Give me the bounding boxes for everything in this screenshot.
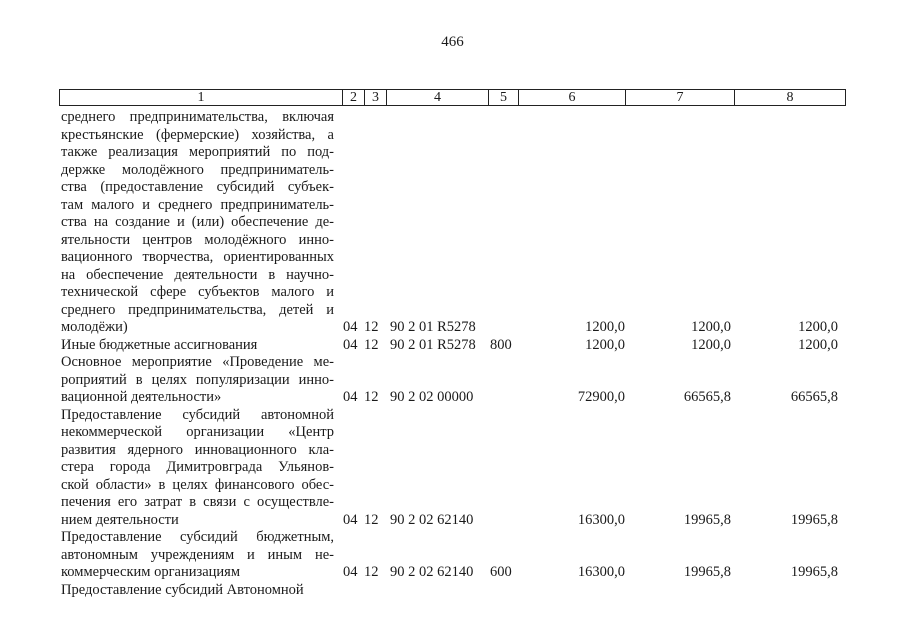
cell-v8: 19965,8 [790,564,838,580]
header-col-4: 4 [387,90,489,105]
cell-v8: 1200,0 [798,319,838,335]
row-description-line: ства (предоставление субсидий субъек- [61,179,334,195]
cell-rz: 04 [343,511,358,528]
header-col-7: 7 [626,90,735,105]
row-description-line: вационной деятельности» [61,389,222,405]
table-row [61,407,334,530]
cell-rz: 04 [343,336,358,353]
cell-pr: 12 [364,511,379,528]
row-description-line: крестьянские (фермерские) хозяйства, а [61,126,334,143]
table-row [61,529,334,582]
row-description-line: стера города Димитровграда Ульянов- [61,459,334,475]
cell-v8: 19965,8 [790,511,838,528]
header-col-1: 1 [60,90,343,105]
cell-csr: 90 2 01 R5278 [390,336,476,353]
cell-v6: 16300,0 [577,564,625,580]
cell-v7: 19965,8 [683,511,731,528]
header-col-5: 5 [489,90,519,105]
row-description-line: среднего предпринимательства, включая [61,109,334,125]
row-description-line: там малого и среднего предприниматель- [61,196,334,213]
row-description-line: нием деятельности [61,511,179,528]
row-description-line: развития ядерного инновационного кла- [61,441,334,458]
table-row [61,109,334,337]
cell-pr: 12 [364,336,379,353]
header-col-3: 3 [365,90,387,105]
cell-v8: 1200,0 [798,336,838,353]
row-description-line: вационного творчества, ориентированных [61,249,334,265]
row-description-line: ства на создание и (или) обеспечение де- [61,214,334,230]
cell-pr: 12 [364,389,379,405]
cell-v6: 72900,0 [577,389,625,405]
cell-rz: 04 [343,564,358,580]
cell-pr: 12 [364,319,379,335]
cell-v6: 1200,0 [585,319,625,335]
row-description-line: Иные бюджетные ассигнования [61,336,258,353]
table-row [61,582,334,600]
cell-v7: 1200,0 [691,336,731,353]
cell-csr: 90 2 02 00000 [390,389,474,405]
row-description-line: молодёжи) [61,319,128,335]
cell-vr: 600 [490,564,512,580]
cell-csr: 90 2 02 62140 [390,564,474,580]
row-description-line: ятельности центров молодёжного инно- [61,231,334,248]
row-description-line: Предоставление субсидий бюджетным, [61,529,334,545]
page-number: 466 [441,34,464,50]
cell-v6: 16300,0 [577,511,625,528]
row-description-line: роприятий в целях популяризации инно- [61,371,334,388]
cell-v7: 19965,8 [683,564,731,580]
cell-rz: 04 [343,389,358,405]
header-col-2: 2 [343,90,365,105]
row-description-line: некоммерческой организации «Центр [61,424,334,440]
row-description-line: держке молодёжного предприниматель- [61,161,334,178]
row-description-line: Предоставление субсидий автономной [61,406,334,423]
row-description-line: печения его затрат в связи с осуществле- [61,494,334,510]
row-description-line: Предоставление субсидий Автономной [61,581,304,598]
cell-csr: 90 2 01 R5278 [390,319,476,335]
table-header [59,89,846,106]
cell-v7: 1200,0 [691,319,731,335]
row-description-line: также реализация мероприятий по под- [61,144,334,160]
cell-csr: 90 2 02 62140 [390,511,474,528]
header-col-8: 8 [786,90,794,105]
cell-v8: 66565,8 [790,389,838,405]
row-description-line: на обеспечение деятельности в научно- [61,266,334,283]
row-description-line: Основное мероприятие «Проведение ме- [61,354,334,370]
row-description-line: коммерческим организациям [61,564,241,580]
row-description-line: среднего предпринимательства, детей и [61,301,334,318]
table-row [61,337,334,355]
cell-v7: 66565,8 [683,389,731,405]
table-row [61,354,334,407]
cell-rz: 04 [343,319,358,335]
header-col-6: 6 [519,90,626,105]
row-description-line: ской области» в целях финансового обес- [61,476,334,493]
cell-pr: 12 [364,564,379,580]
cell-v6: 1200,0 [585,336,625,353]
row-description-line: технической сфере субъектов малого и [61,284,334,300]
cell-vr: 800 [490,336,512,353]
row-description-line: автономным учреждениям и иным не- [61,546,334,563]
